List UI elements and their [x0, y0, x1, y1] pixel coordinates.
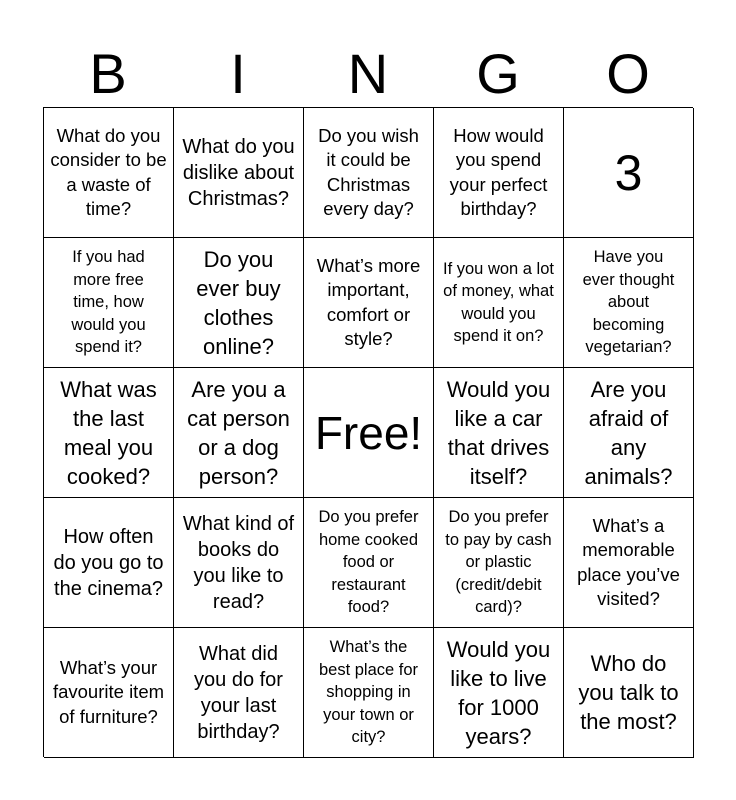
- cell-text: 3: [614, 144, 643, 201]
- cell-text: If you had more free time, how would you spend it?: [71, 248, 146, 357]
- cell-text: Do you prefer home cooked food or restaurant food?: [318, 508, 419, 617]
- bingo-cell[interactable]: [434, 238, 564, 368]
- cell-text: What’s your favourite item of furniture?: [52, 656, 165, 727]
- cell-text: How often do you go to the cinema?: [53, 525, 164, 600]
- header-letter-n: N: [347, 42, 389, 105]
- cell-text: Would you like to live for 1000 years?: [446, 636, 551, 749]
- cell-text: Do you wish it could be Christmas every day?: [318, 124, 419, 219]
- cell-text: What’s the best place for shopping in your town or city?: [318, 638, 419, 747]
- header-letter-b: B: [89, 42, 127, 105]
- header-letter-g: G: [476, 42, 520, 105]
- bingo-cell[interactable]: [304, 498, 434, 628]
- bingo-cell[interactable]: [304, 628, 434, 758]
- bingo-cell[interactable]: [174, 108, 304, 238]
- bingo-cell[interactable]: [44, 368, 174, 498]
- bingo-cell[interactable]: [434, 368, 564, 498]
- cell-text: How would you spend your perfect birthday?: [449, 124, 548, 219]
- bingo-cell[interactable]: [434, 498, 564, 628]
- bingo-cell[interactable]: [434, 628, 564, 758]
- bingo-header: [43, 42, 693, 106]
- cell-text: Are you afraid of any animals?: [584, 376, 673, 489]
- cell-text: Have you ever thought about becoming vegetarian?: [582, 248, 675, 357]
- cell-text: What did you do for your last birthday?: [194, 642, 283, 743]
- cell-text: What was the last meal you cooked?: [60, 376, 157, 489]
- bingo-cell[interactable]: [174, 498, 304, 628]
- cell-text: If you won a lot of money, what would you spend it on?: [443, 259, 554, 345]
- bingo-cell[interactable]: [564, 368, 694, 498]
- header-letter-o: O: [606, 42, 650, 105]
- bingo-cell[interactable]: [564, 628, 694, 758]
- cell-text: What kind of books do you like to read?: [182, 512, 295, 613]
- bingo-cell[interactable]: [174, 628, 304, 758]
- cell-text: Who do you talk to the most?: [578, 651, 679, 734]
- bingo-cell[interactable]: [564, 498, 694, 628]
- bingo-cell[interactable]: [304, 238, 434, 368]
- cell-text: Do you prefer to pay by cash or plastic (credit/debit card)?: [445, 508, 552, 617]
- free-space-cell[interactable]: [304, 368, 434, 498]
- bingo-cell[interactable]: [304, 108, 434, 238]
- cell-text: Would you like a car that drives itself?: [446, 376, 551, 489]
- header-letter-i: I: [230, 42, 246, 105]
- cell-text: Are you a cat person or a dog person?: [187, 376, 290, 489]
- cell-text: What’s a memorable place you’ve visited?: [577, 514, 680, 609]
- bingo-cell[interactable]: [564, 108, 694, 238]
- bingo-cell[interactable]: [44, 628, 174, 758]
- cell-text: Do you ever buy clothes online?: [196, 246, 281, 359]
- bingo-cell[interactable]: [44, 238, 174, 368]
- bingo-cell[interactable]: [564, 238, 694, 368]
- bingo-cell[interactable]: [44, 108, 174, 238]
- bingo-cell[interactable]: [434, 108, 564, 238]
- cell-text: Free!: [314, 406, 423, 459]
- bingo-cell[interactable]: [174, 368, 304, 498]
- bingo-card: [43, 107, 693, 757]
- bingo-cell[interactable]: [44, 498, 174, 628]
- cell-text: What’s more important, comfort or style?: [316, 254, 421, 349]
- cell-text: What do you consider to be a waste of time?: [50, 124, 167, 219]
- cell-text: What do you dislike about Christmas?: [182, 135, 295, 210]
- bingo-cell[interactable]: [174, 238, 304, 368]
